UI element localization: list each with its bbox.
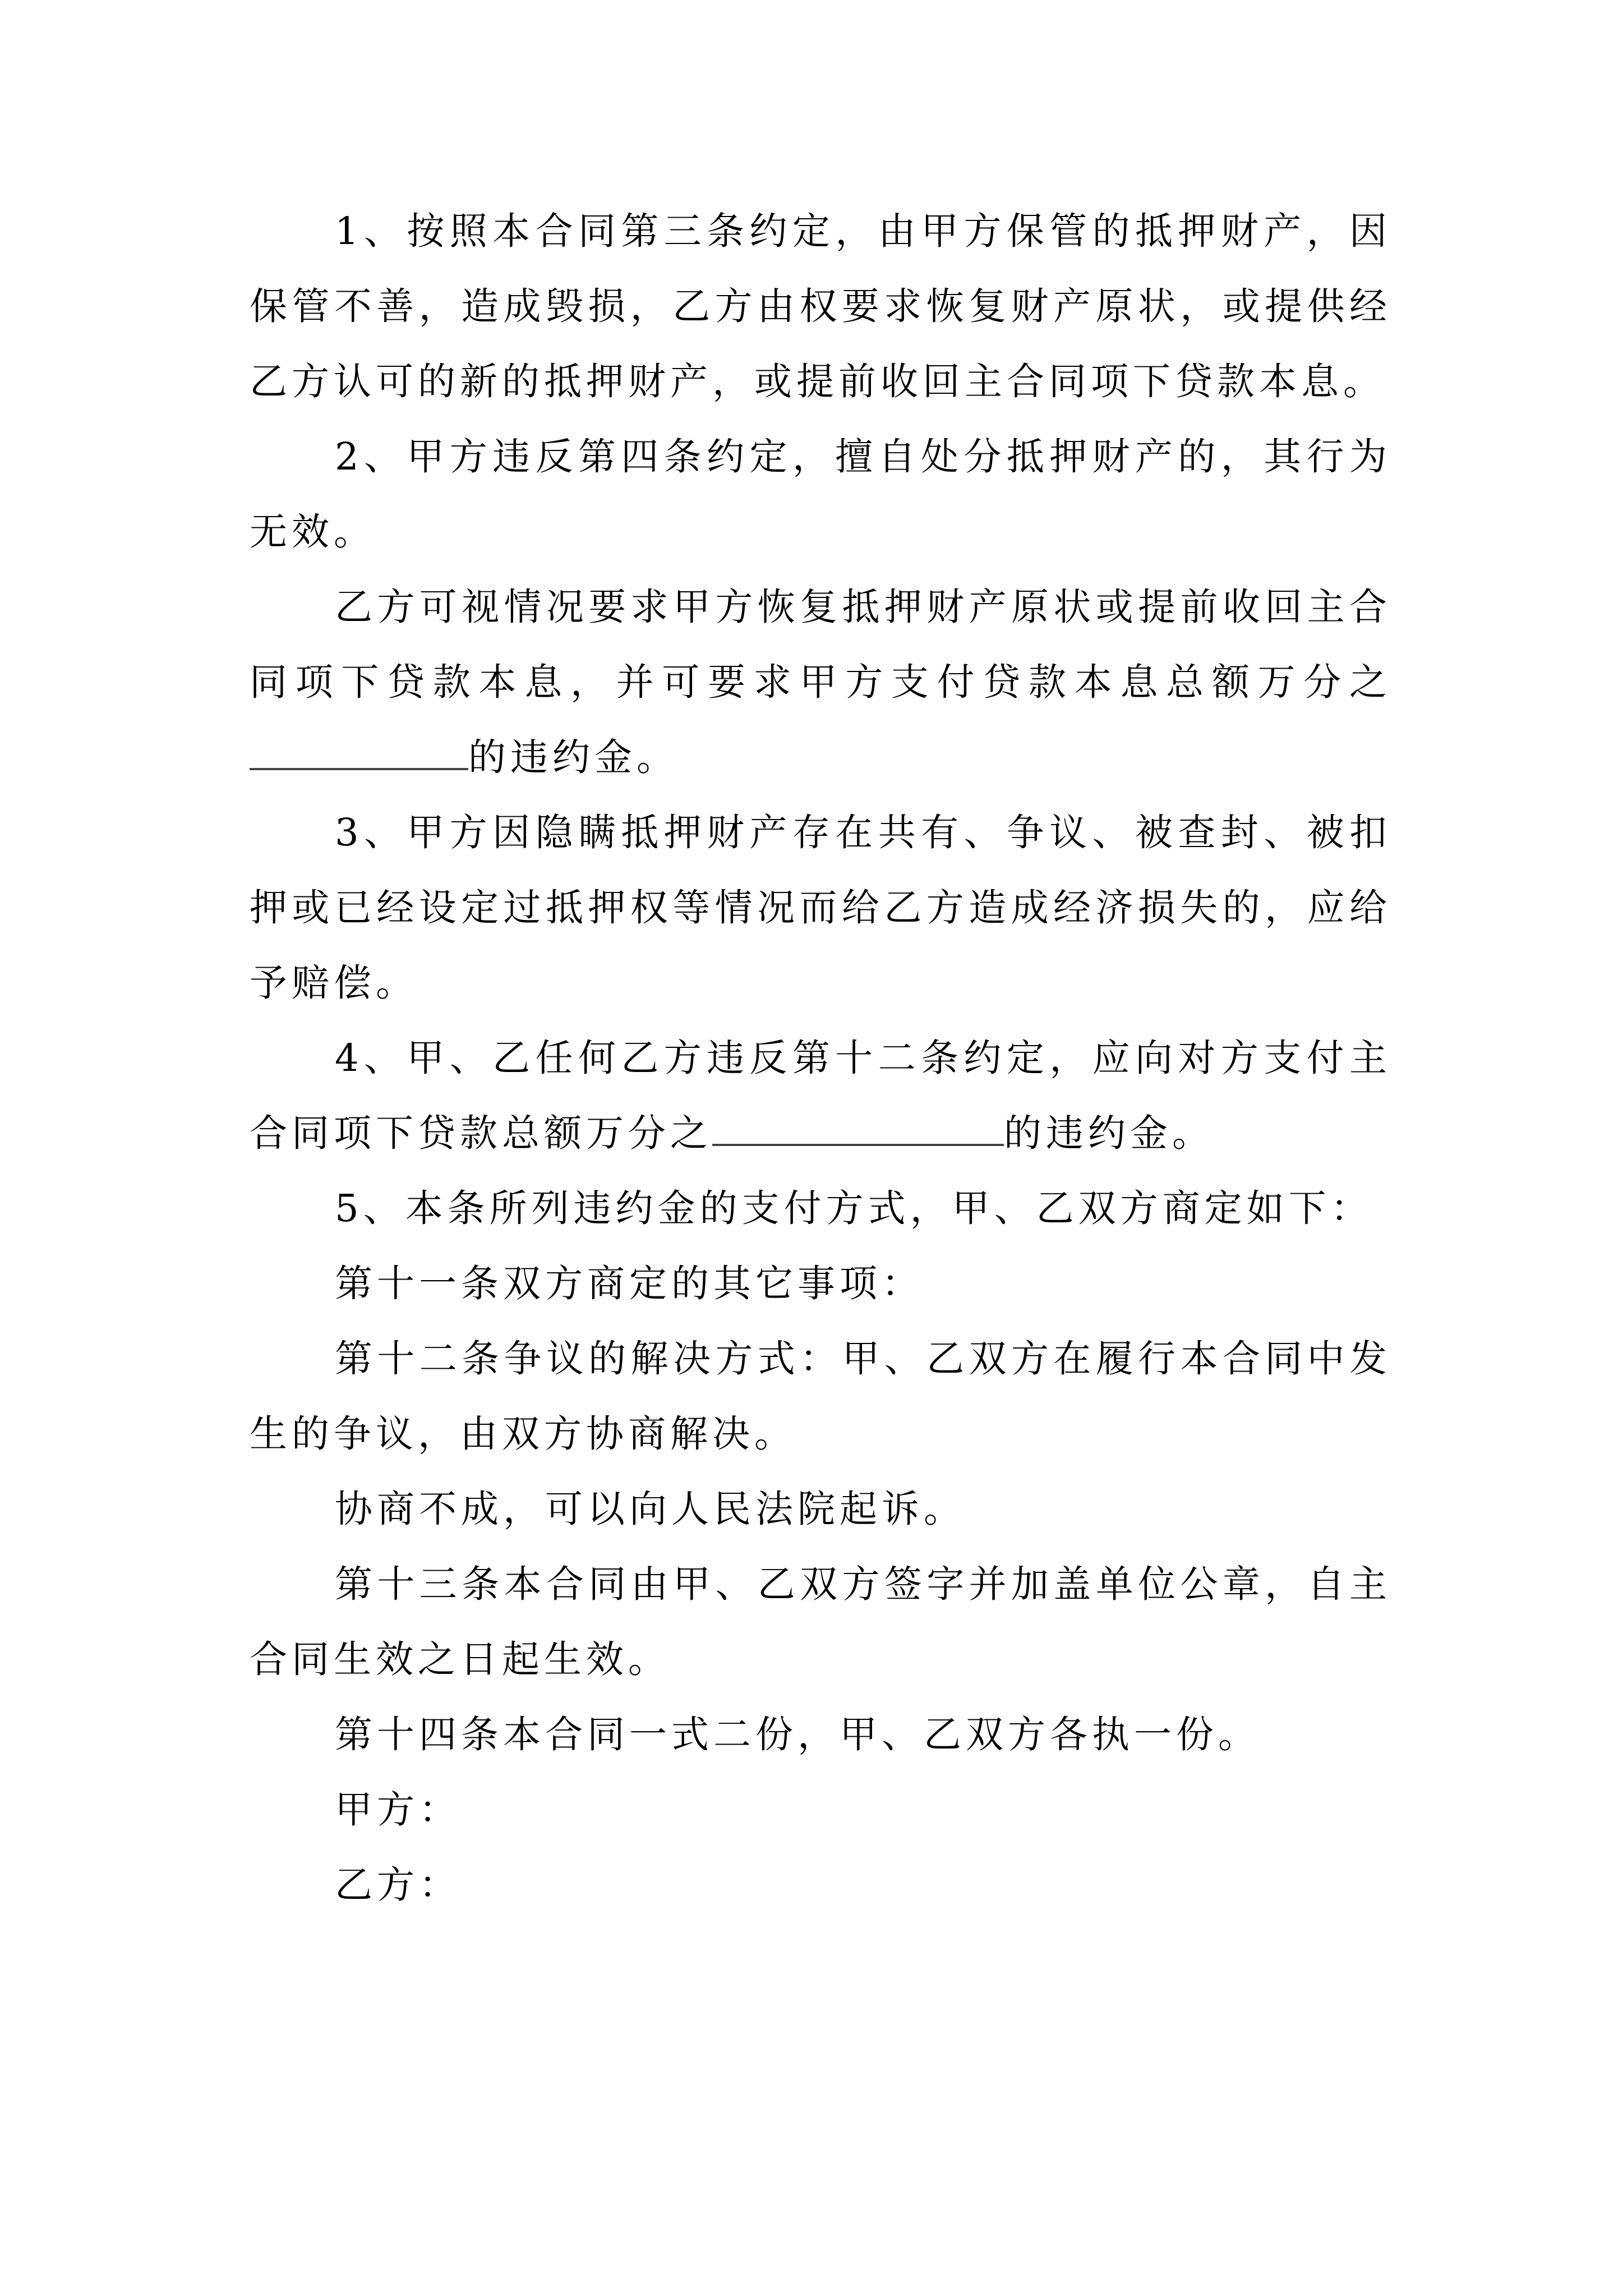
penalty-rate-blank[interactable] (250, 729, 468, 770)
signature-party-a (250, 1772, 1391, 1847)
paragraph-clause-2-remedy (250, 569, 1391, 795)
paragraph-clause-2 (250, 419, 1391, 569)
paragraph-text: 第十二条争议的解决方式：甲、乙双方在履行本合同中发生的争议，由双方协商解决。 (250, 1337, 1391, 1456)
paragraph-article-13 (250, 1547, 1391, 1697)
signature-party-b (250, 1847, 1391, 1922)
paragraph-text: 1、按照本合同第三条约定，由甲方保管的抵押财产，因保管不善，造成毁损，乙方由权要求恢复财产原状，或提供经乙方认可的新的抵押财产，或提前收回主合同项下贷款本息。 (250, 209, 1391, 403)
paragraph-suffix: 的违约金。 (468, 735, 679, 779)
party-b-label: 乙方： (335, 1863, 461, 1907)
party-a-label: 甲方： (335, 1788, 461, 1832)
paragraph-text: 协商不成，可以向人民法院起诉。 (335, 1487, 966, 1531)
paragraph-article-12 (250, 1321, 1391, 1471)
paragraph-clause-5 (250, 1171, 1391, 1246)
paragraph-text: 第十三条本合同由甲、乙双方签字并加盖单位公章，自主合同生效之日起生效。 (250, 1562, 1391, 1681)
paragraph-text: 第十四条本合同一式二份，甲、乙双方各执一份。 (335, 1713, 1260, 1756)
paragraph-suffix: 的违约金。 (1004, 1111, 1214, 1155)
paragraph-article-12-litigation (250, 1471, 1391, 1547)
penalty-rate-blank[interactable] (712, 1105, 1004, 1146)
paragraph-text: 5、本条所列违约金的支付方式，甲、乙双方商定如下： (335, 1186, 1373, 1230)
paragraph-article-14 (250, 1697, 1391, 1772)
paragraph-article-11 (250, 1246, 1391, 1321)
paragraph-text: 2、甲方违反第四条约定，擅自处分抵押财产的，其行为无效。 (250, 435, 1391, 554)
paragraph-clause-3 (250, 795, 1391, 1020)
document-body (250, 194, 1391, 1922)
paragraph-text: 3、甲方因隐瞒抵押财产存在共有、争议、被查封、被扣押或已经设定过抵押权等情况而给乙方造成经济损失的，应给予赔偿。 (250, 811, 1391, 1005)
paragraph-text: 第十一条双方商定的其它事项： (335, 1262, 924, 1305)
paragraph-clause-4 (250, 1020, 1391, 1171)
paragraph-text: 4、甲、乙任何乙方违反第十二条约定，应向对方支付主合同项下贷款总额万分之 (250, 1036, 1391, 1155)
paragraph-clause-1 (250, 194, 1391, 419)
paragraph-text: 乙方可视情况要求甲方恢复抵押财产原状或提前收回主合同项下贷款本息，并可要求甲方支付贷款本息总额万分之 (250, 585, 1391, 704)
